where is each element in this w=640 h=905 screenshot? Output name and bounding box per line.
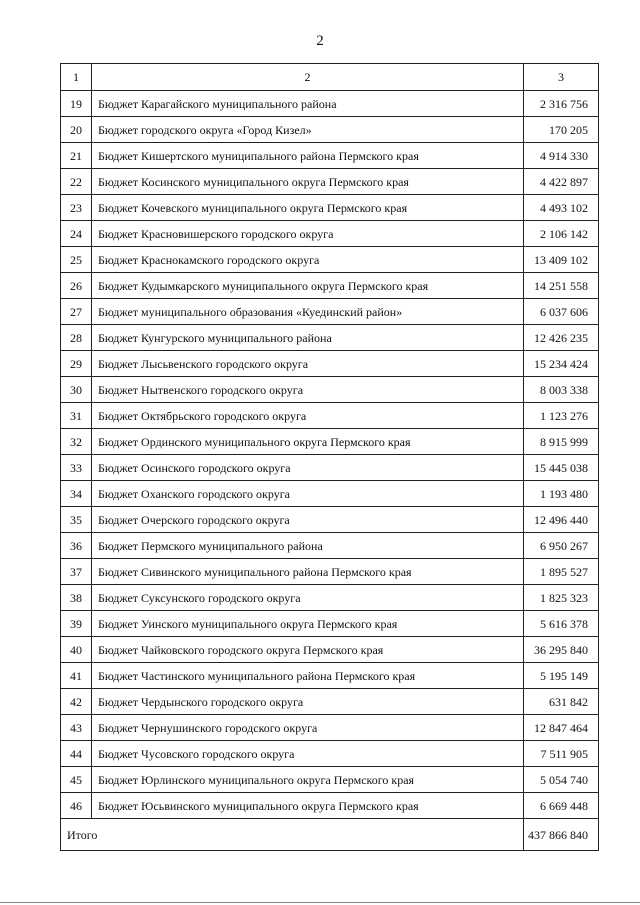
row-number: 34	[61, 481, 92, 507]
total-row	[61, 819, 599, 851]
row-budget-name: Бюджет Чусовского городского округа	[92, 741, 524, 767]
row-number: 28	[61, 325, 92, 351]
row-budget-name: Бюджет Косинского муниципального округа Пермского края	[92, 169, 524, 195]
row-amount: 4 914 330	[524, 143, 599, 169]
row-amount: 170 205	[524, 117, 599, 143]
table-row	[61, 715, 599, 741]
table-row	[61, 559, 599, 585]
row-budget-name: Бюджет Краснокамского городского округа	[92, 247, 524, 273]
table-row	[61, 481, 599, 507]
row-budget-name: Бюджет Сивинского муниципального района Пермского края	[92, 559, 524, 585]
table-row	[61, 117, 599, 143]
row-number: 36	[61, 533, 92, 559]
row-number: 30	[61, 377, 92, 403]
row-budget-name: Бюджет Кудымкарского муниципального округа Пермского края	[92, 273, 524, 299]
column-header-amount: 3	[524, 64, 599, 91]
table-row	[61, 377, 599, 403]
row-number: 25	[61, 247, 92, 273]
table-row	[61, 299, 599, 325]
row-number: 40	[61, 637, 92, 663]
row-budget-name: Бюджет Очерского городского округа	[92, 507, 524, 533]
row-budget-name: Бюджет Оханского городского округа	[92, 481, 524, 507]
row-budget-name: Бюджет Ординского муниципального округа Пермского края	[92, 429, 524, 455]
row-number: 20	[61, 117, 92, 143]
row-budget-name: Бюджет Кишертского муниципального района Пермского края	[92, 143, 524, 169]
row-number: 22	[61, 169, 92, 195]
row-budget-name: Бюджет муниципального образования «Куединский район»	[92, 299, 524, 325]
row-budget-name: Бюджет Юрлинского муниципального округа Пермского края	[92, 767, 524, 793]
row-number: 39	[61, 611, 92, 637]
row-number: 26	[61, 273, 92, 299]
row-number: 46	[61, 793, 92, 819]
row-budget-name: Бюджет Карагайского муниципального района	[92, 91, 524, 117]
row-number: 42	[61, 689, 92, 715]
row-budget-name: Бюджет Осинского городского округа	[92, 455, 524, 481]
row-amount: 2 106 142	[524, 221, 599, 247]
row-number: 21	[61, 143, 92, 169]
row-amount: 6 669 448	[524, 793, 599, 819]
row-budget-name: Бюджет Пермского муниципального района	[92, 533, 524, 559]
table-row	[61, 741, 599, 767]
row-amount: 15 234 424	[524, 351, 599, 377]
table-row	[61, 455, 599, 481]
row-budget-name: Бюджет Чернушинского городского округа	[92, 715, 524, 741]
row-amount: 1 123 276	[524, 403, 599, 429]
row-number: 29	[61, 351, 92, 377]
row-number: 44	[61, 741, 92, 767]
row-number: 45	[61, 767, 92, 793]
page-number: 2	[316, 33, 324, 49]
row-number: 19	[61, 91, 92, 117]
row-amount: 5 616 378	[524, 611, 599, 637]
table-row	[61, 429, 599, 455]
row-amount: 1 825 323	[524, 585, 599, 611]
row-amount: 7 511 905	[524, 741, 599, 767]
row-budget-name: Бюджет Суксунского городского округа	[92, 585, 524, 611]
row-budget-name: Бюджет Красновишерского городского округа	[92, 221, 524, 247]
row-amount: 8 003 338	[524, 377, 599, 403]
row-number: 24	[61, 221, 92, 247]
table-row	[61, 273, 599, 299]
table-row	[61, 221, 599, 247]
table-row	[61, 767, 599, 793]
row-number: 31	[61, 403, 92, 429]
row-number: 35	[61, 507, 92, 533]
row-number: 33	[61, 455, 92, 481]
row-amount: 13 409 102	[524, 247, 599, 273]
row-amount: 5 054 740	[524, 767, 599, 793]
table-row	[61, 403, 599, 429]
table-row	[61, 351, 599, 377]
row-amount: 4 493 102	[524, 195, 599, 221]
row-budget-name: Бюджет Уинского муниципального округа Пермского края	[92, 611, 524, 637]
page-edge-line	[0, 902, 640, 903]
table-row	[61, 325, 599, 351]
row-budget-name: Бюджет городского округа «Город Кизел»	[92, 117, 524, 143]
budget-table	[60, 63, 599, 851]
row-number: 32	[61, 429, 92, 455]
row-number: 41	[61, 663, 92, 689]
row-amount: 631 842	[524, 689, 599, 715]
table-row	[61, 169, 599, 195]
table-row	[61, 637, 599, 663]
row-amount: 12 847 464	[524, 715, 599, 741]
row-budget-name: Бюджет Октябрьского городского округа	[92, 403, 524, 429]
row-budget-name: Бюджет Лысьвенского городского округа	[92, 351, 524, 377]
row-budget-name: Бюджет Частинского муниципального района Пермского края	[92, 663, 524, 689]
column-header-number: 1	[61, 64, 92, 91]
row-budget-name: Бюджет Чердынского городского округа	[92, 689, 524, 715]
table-row	[61, 143, 599, 169]
table-row	[61, 507, 599, 533]
table-row	[61, 689, 599, 715]
row-number: 27	[61, 299, 92, 325]
table-row	[61, 533, 599, 559]
header-row	[61, 64, 599, 91]
row-number: 38	[61, 585, 92, 611]
row-amount: 6 950 267	[524, 533, 599, 559]
row-number: 23	[61, 195, 92, 221]
table-row	[61, 793, 599, 819]
row-budget-name: Бюджет Кунгурского муниципального района	[92, 325, 524, 351]
column-header-name: 2	[92, 64, 524, 91]
row-number: 43	[61, 715, 92, 741]
row-amount: 4 422 897	[524, 169, 599, 195]
row-budget-name: Бюджет Кочевского муниципального округа Пермского края	[92, 195, 524, 221]
row-amount: 2 316 756	[524, 91, 599, 117]
table-row	[61, 585, 599, 611]
total-amount: 437 866 840	[524, 819, 599, 851]
row-amount: 12 496 440	[524, 507, 599, 533]
row-amount: 5 195 149	[524, 663, 599, 689]
table-row	[61, 91, 599, 117]
total-label: Итого	[61, 819, 524, 851]
row-amount: 14 251 558	[524, 273, 599, 299]
table-body	[61, 64, 599, 851]
row-number: 37	[61, 559, 92, 585]
table-row	[61, 611, 599, 637]
row-budget-name: Бюджет Юсьвинского муниципального округа Пермского края	[92, 793, 524, 819]
table-row	[61, 247, 599, 273]
row-amount: 15 445 038	[524, 455, 599, 481]
row-amount: 36 295 840	[524, 637, 599, 663]
table-row	[61, 663, 599, 689]
row-amount: 8 915 999	[524, 429, 599, 455]
row-amount: 12 426 235	[524, 325, 599, 351]
row-amount: 6 037 606	[524, 299, 599, 325]
row-amount: 1 193 480	[524, 481, 599, 507]
row-budget-name: Бюджет Нытвенского городского округа	[92, 377, 524, 403]
table-row	[61, 195, 599, 221]
row-budget-name: Бюджет Чайковского городского округа Пермского края	[92, 637, 524, 663]
row-amount: 1 895 527	[524, 559, 599, 585]
